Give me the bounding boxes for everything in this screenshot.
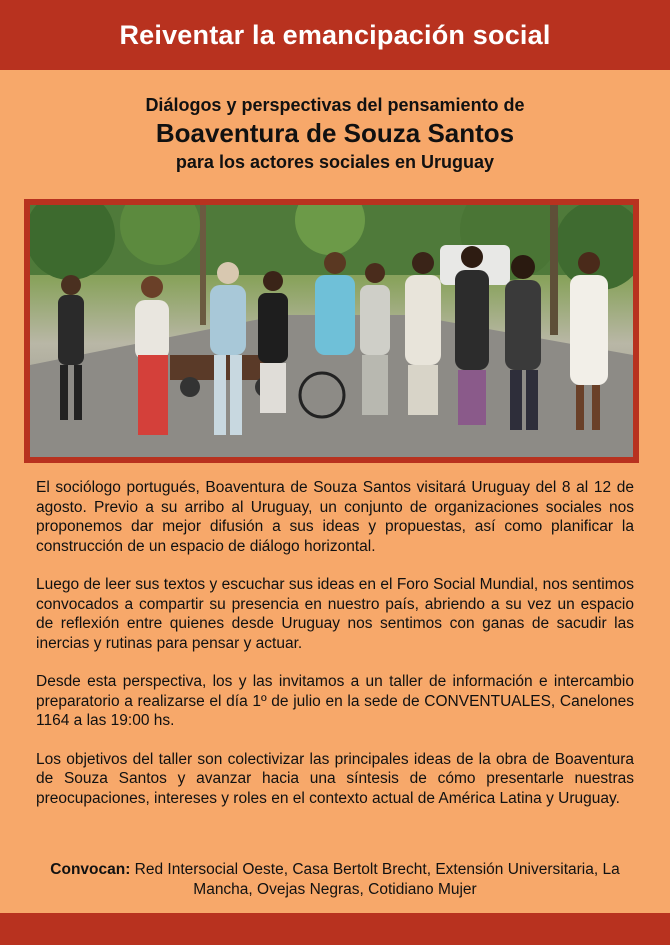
photo-frame bbox=[24, 199, 639, 463]
paragraph-objectives: Los objetivos del taller son colectivizar las principales ideas de la obra de Boaventura de Souza Santos y avanzar hacia una síntesis de cómo presentarle nuestras preocupaciones, intereses y roles en el contexto actual de América Latina y Uruguay. bbox=[36, 750, 634, 807]
subtitle-line: Diálogos y perspectivas del pensamiento de bbox=[145, 95, 525, 115]
header-block bbox=[0, 94, 670, 174]
conveners bbox=[40, 860, 630, 900]
conveners-list: Red Intersocial Oeste, Casa Bertolt Brecht, Extensión Universitaria, La Mancha, Ovejas Negras, Cotidiano Mujer bbox=[130, 861, 620, 898]
banner-title: Reiventar la emancipación social bbox=[119, 19, 551, 50]
march-illustration bbox=[30, 205, 633, 457]
march-photo bbox=[30, 205, 633, 457]
bottom-banner bbox=[0, 913, 670, 945]
body-text bbox=[36, 478, 634, 827]
paragraph-forum: Luego de leer sus textos y escuchar sus ideas en el Foro Social Mundial, nos sentimos convocados a compartir su presencia en nuestro país, abriendo a su vez un espacio de reflexión entre quienes desde Uruguay nos sentimos con ganas de sacudir las inercias y rutinas para pensar y actuar. bbox=[36, 576, 634, 652]
audience-line: para los actores sociales en Uruguay bbox=[175, 152, 495, 172]
conveners-label: Convocan: bbox=[50, 861, 131, 878]
top-banner bbox=[0, 0, 670, 70]
author-name: Boaventura de Souza Santos bbox=[155, 118, 515, 148]
paragraph-invitation: Desde esta perspectiva, los y las invitamos a un taller de información e intercambio preparatorio a realizarse el día 1º de julio en la sede de CONVENTUALES, Canelones 1164 a las 19:00 hs. bbox=[36, 673, 634, 729]
paragraph-visit: El sociólogo portugués, Boaventura de Souza Santos visitará Uruguay del 8 al 12 de agosto. Previo a su arribo al Uruguay, un conjunto de organizaciones sociales nos proponemos dar mejor difusión a sus ideas y propuestas, así como planificar la construcción de un espacio de diálogo horizontal. bbox=[36, 479, 634, 555]
